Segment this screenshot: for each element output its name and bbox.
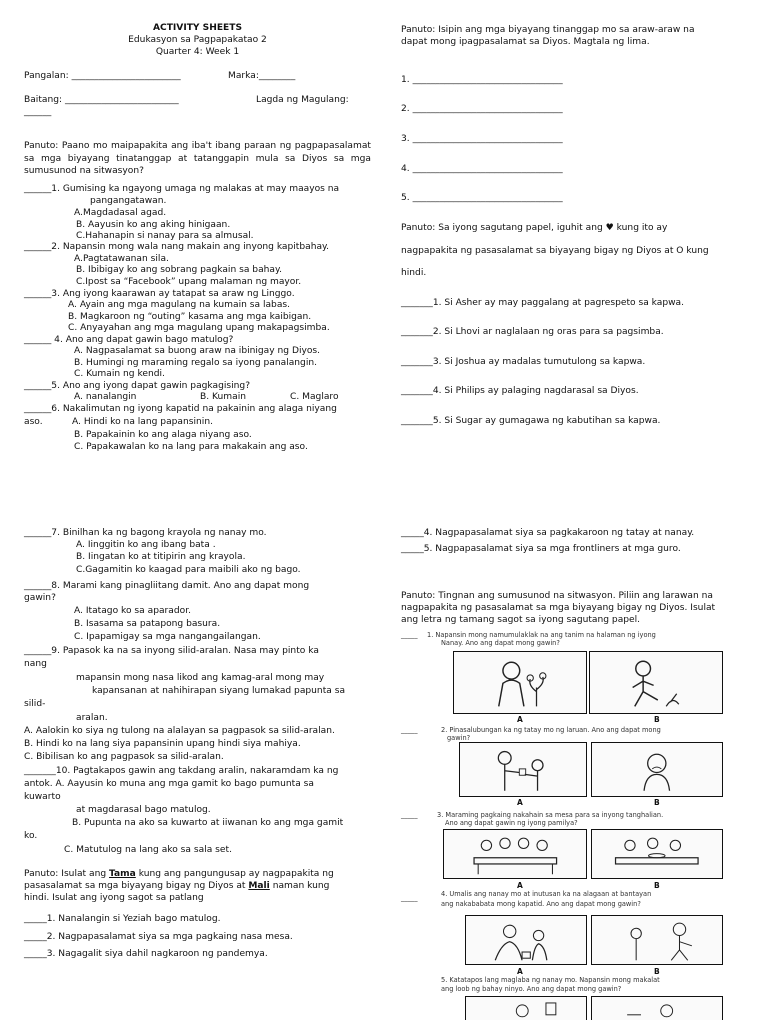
question: ______8. Marami kang pinagliitang damit. Ano ang dapat mong [24,581,310,591]
choice: B. Magkaroon ng “outing” kasama ang mga kaibigan. [68,312,312,322]
part1-instruction: Panuto: Paano mo maipapakita ang iba't ibang paraan ng pagpapasalamat sa mga biyayang tinatanggap at tatanggapin mula sa Diyos sa mga sumusunod na sitwasyon? [24,141,371,177]
answer-line[interactable]: 2. _________________________________ [401,104,563,114]
choice: B. Iingatan ko at titipirin ang krayola. [76,552,246,562]
situation-text: 2. Pinasalubungan ka ng tatay mo ng laruan. Ano ang dapat mong [441,726,661,734]
picture-option-a[interactable] [459,742,587,797]
father-giving-toy-icon [465,747,581,793]
situation-text: 4. Umalis ang nanay mo at inutusan ka na alagaan at bantayan [441,890,652,898]
option-label-a: A [517,967,523,976]
part5-instruction-line3: ang letra ng tamang sagot sa iyong sagutang papel. [401,615,641,625]
playing-with-sibling-icon [471,919,581,960]
name-field[interactable]: Pangalan: ________________________ [24,71,181,81]
grade-field[interactable]: Baitang: _________________________ [24,95,179,105]
choice: B. Aayusin ko ang aking hinigaan. [76,220,231,230]
question-line: aralan. [76,713,108,723]
answer-line[interactable]: 4. _________________________________ [401,164,563,174]
choice: B. Pupunta na ako sa kuwarto at iiwanan ko ang mga gamit [72,818,344,828]
question-line: aso. [24,417,43,427]
question-line: at magdarasal bago matulog. [76,805,211,815]
choice: A.Pagtatawanan sila. [74,254,169,264]
choice: A. Itatago ko sa aparador. [74,606,191,616]
choice: A. Aalokin ko siya ng tulong na alalayan sa pagpasok sa silid-aralan. [24,726,335,736]
question: ______3. Ang iyong kaarawan ay tatapat sa araw ng Linggo. [24,289,295,299]
question: ______2. Napansin mong wala nang makain ang inyong kapitbahay. [24,242,330,252]
instruction-text: kung ang pangungusap ay nagpapakita ng [138,869,334,879]
part3-instruction-line2 [24,880,329,893]
choice: B. Papakainin ko ang alaga niyang aso. [74,430,252,440]
picture-answer-blank[interactable]: _____ [401,726,418,734]
heart-item: _______3. Si Joshua ay madalas tumutulong sa kapwa. [401,357,646,367]
choice: B. Kumain [200,392,247,402]
part4-instruction-line2: nagpapakita ng pasasalamat sa biyayang bigay ng Diyos at O kung [401,246,709,256]
part5-instruction-line2: nagpapakita ng pasasalamat sa mga biyayang bigay ng Diyos. Isulat [401,603,716,613]
question-line: kapansanan at nahihirapan siyang lumakad papunta sa [92,686,346,696]
question: ______1. Gumising ka ngayong umaga ng malakas at may maayos na [24,184,340,194]
situation-text: 1. Napansin mong namumulaklak na ang tanim na halaman ng iyong [427,631,656,639]
option-label-a: A [517,881,523,890]
choice: B. Hindi ko na lang siya papansinin upang hindi siya mahiya. [24,739,301,749]
picture-answer-blank[interactable]: _____ [401,894,418,902]
question-line: nang [24,659,47,669]
picture-option-b[interactable] [591,829,723,879]
choice: C.Ipost sa “Facebook” upang malaman ng mayor. [76,277,302,287]
picture-option-a[interactable] [465,996,587,1020]
picture-answer-blank[interactable]: _____ [401,811,418,819]
option-label-a: A [517,715,523,724]
choice: C. Anyayahan ang mga magulang upang makapagsimba. [68,323,330,333]
tidying-house-icon [471,999,581,1019]
question-line: kuwarto [24,792,61,802]
question-line: ko. [24,831,38,841]
choice: C. Kumain ng kendi. [74,369,165,379]
choice: C. Maglaro [290,392,339,402]
picture-option-a[interactable] [453,651,587,714]
tama-mali-item: _____2. Nagpapasalamat siya sa mga pagkaing nasa mesa. [24,932,293,942]
picture-option-b[interactable] [589,651,723,714]
instruction-text: pasasalamat sa mga biyayang bigay ng Diyos at [24,881,246,891]
situation-text: gawin? [447,734,471,742]
situation-text: ang nakababata mong kapatid. Ano ang dapat mong gawin? [441,900,641,908]
picture-option-b[interactable] [591,996,723,1020]
leaving-sibling-icon [597,919,717,960]
choice: C. Papakawalan ko na lang para makakain ang aso. [74,442,308,452]
messy-house-icon [597,999,717,1019]
option-label-b: B [654,881,660,890]
question-line: mapansin mong nasa likod ang kamag-aral mong may [76,673,325,683]
tama-mali-item: _____1. Nanalangin si Yeziah bago matulog. [24,914,221,924]
choice: B. Humingi ng maraming regalo sa iyong panalangin. [74,358,317,368]
heart-item: _______2. Si Lhovi ar naglalaan ng oras para sa pagsimba. [401,327,664,337]
situation-text: Ano ang dapat gawin ng iyong pamilya? [445,819,578,827]
choice: C.Hahanapin si nanay para sa almusal. [76,231,254,241]
question: ______ 4. Ano ang dapat gawin bago matulog? [24,335,234,345]
part3-instruction-line1 [24,868,334,881]
picture-option-a[interactable] [443,829,587,879]
situation-text: ang loob ng bahay ninyo. Ano ang dapat mong gawin? [441,985,622,993]
heart-item: _______5. Si Sugar ay gumagawa ng kabutihan sa kapwa. [401,416,661,426]
family-eating-at-table-icon [597,833,717,874]
tama-mali-item: _____3. Nagagalit siya dahil nagkaroon ng pandemya. [24,949,268,959]
tama-mali-item: _____4. Nagpapasalamat siya sa pagkakaroon ng tatay at nanay. [401,528,695,538]
part3-instruction-line3: hindi. Isulat ang iyong sagot sa patlang [24,893,204,903]
question-line: gawin? [24,593,56,603]
part2-instruction-line1: Panuto: Isipin ang mga biyayang tinanggap mo sa araw-araw na [401,25,695,35]
choice: A.Magdadasal agad. [74,208,167,218]
part5-instruction-line1: Panuto: Tingnan ang sumusunod na sitwasyon. Piliin ang larawan na [401,591,713,601]
girl-with-plant-icon [459,656,580,708]
choice: A. Nagpasalamat sa buong araw na ibinigay ng Diyos. [74,346,321,356]
parent-sign-field[interactable]: ______ [24,107,52,117]
picture-option-b[interactable] [591,742,723,797]
score-field[interactable]: Marka:________ [228,71,296,81]
option-label-a: A [517,798,523,807]
boy-kicking-plant-icon [595,656,716,708]
picture-option-b[interactable] [591,915,723,965]
question-line: silid- [24,699,46,709]
picture-answer-blank[interactable]: _____ [401,631,418,639]
choice: A. nanalangin [74,392,137,402]
picture-option-a[interactable] [465,915,587,965]
question: ______7. Binilhan ka ng bagong krayola ng nanay mo. [24,528,267,538]
instruction-text: naman kung [272,881,330,891]
keyword-tama: Tama [109,869,136,879]
part2-instruction-line2: dapat mong ipagpasalamat sa Diyos. Magtala ng lima. [401,37,650,47]
tama-mali-item: _____5. Nagpapasalamat siya sa mga frontliners at mga guro. [401,544,681,554]
choice: B. Ibibigay ko ang sobrang pagkain sa bahay. [76,265,282,275]
answer-line[interactable]: 3. _________________________________ [401,134,563,144]
question-line: pangangatawan. [90,196,167,206]
choice: C. Matutulog na lang ako sa sala set. [64,845,232,855]
question-line: antok. A. Aayusin ko muna ang mga gamit ko bago pumunta sa [24,779,314,789]
quarter-line: Quarter 4: Week 1 [155,47,240,57]
choice: A. Iinggitin ko ang ibang bata . [76,540,216,550]
choice: B. Isasama sa patapong basura. [74,619,221,629]
option-label-b: B [654,967,660,976]
situation-text: 5. Katatapos lang maglaba ng nanay mo. Napansin mong makalat [441,976,660,984]
question: ______9. Papasok ka na sa inyong silid-aralan. Nasa may pinto ka [24,646,319,656]
answer-line[interactable]: 5. _________________________________ [401,193,563,203]
heart-item: _______4. Si Philips ay palaging nagdarasal sa Diyos. [401,386,639,396]
choice: C. Ipapamigay sa mga nangangailangan. [74,632,261,642]
heart-item: _______1. Si Asher ay may paggalang at pagrespeto sa kapwa. [401,298,685,308]
option-label-b: B [654,798,660,807]
situation-text: 3. Maraming pagkaing nakahain sa mesa para sa inyong tanghalian. [437,811,664,819]
sheet-title: ACTIVITY SHEETS [152,23,242,33]
question: _______10. Pagtakapos gawin ang takdang aralin, nakaramdam ka ng [24,766,339,776]
part4-instruction-line1: Panuto: Sa iyong sagutang papel, iguhit ang ♥ kung ito ay [401,223,668,233]
sad-girl-icon [597,747,717,793]
answer-line[interactable]: 1. _________________________________ [401,75,563,85]
option-label-b: B [654,715,660,724]
choice: C. Bibilisan ko ang pagpasok sa silid-aralan. [24,752,224,762]
part4-instruction-line3: hindi. [401,268,427,278]
parent-sign-label: Lagda ng Magulang: [256,95,349,105]
question: ______6. Nakalimutan ng iyong kapatid na pakainin ang alaga niyang [24,404,337,414]
choice: A. Hindi ko na lang papansinin. [72,417,213,427]
choice: A. Ayain ang mga magulang na kumain sa labas. [68,300,291,310]
choice: C.Gagamitin ko kaagad para maibili ako ng bago. [76,565,301,575]
keyword-mali: Mali [248,881,270,891]
family-praying-at-table-icon [450,833,581,874]
subject-line: Edukasyon sa Pagpapakatao 2 [128,35,267,45]
question: ______5. Ano ang iyong dapat gawin pagkagising? [24,381,251,391]
instruction-text: Panuto: Isulat ang [24,869,107,879]
situation-text: Nanay. Ano ang dapat mong gawin? [441,639,560,647]
